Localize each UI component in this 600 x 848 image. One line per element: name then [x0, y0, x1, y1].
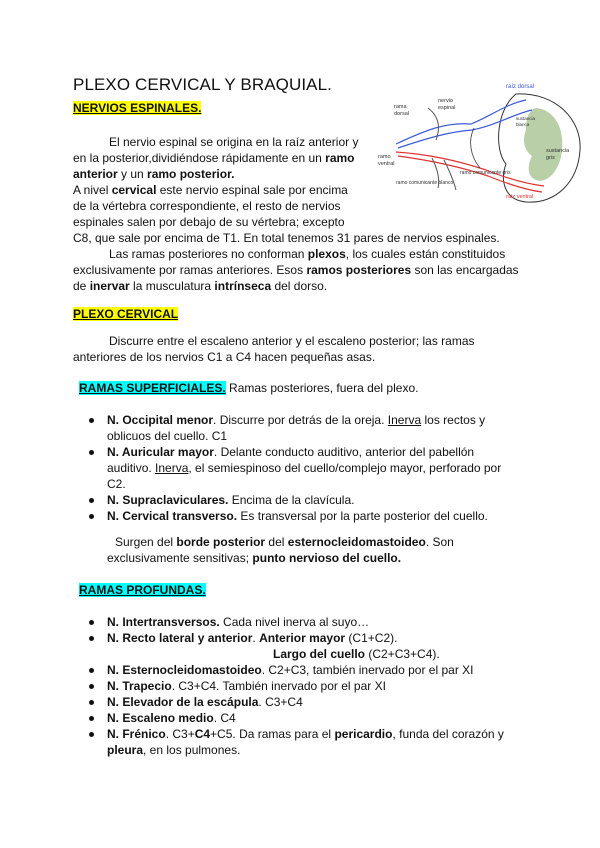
label-ramo-ventral-2: ventral [378, 161, 395, 167]
paragraph-surgen: Surgen del borde posterior del esternocleidomastoideo. Son exclusivamente sensitivas; punto nervioso del cuello. [107, 535, 454, 565]
list-ramas-superficiales [73, 412, 543, 524]
label-nervio-espinal-1: nervio [438, 98, 453, 104]
paragraph-plexo-cervical: Discurre entre el escaleno anterior y el escaleno posterior; las ramas anteriores de los nervios C1 a C4 hacen pequeñas asas. [73, 334, 475, 364]
list-item: N. Supraclaviculares. Encima de la clavícula. [73, 492, 543, 508]
label-raiz-dorsal: raíz dorsal [506, 84, 535, 90]
list-item: N. Recto lateral y anterior. Anterior mayor (C1+C2). Largo del cuello (C2+C3+C4). [73, 630, 543, 662]
list-item: N. Elevador de la escápula. C3+C4 [73, 694, 543, 710]
list-item: N. Occipital menor. Discurre por detrás de la oreja. Inerva los rectos y oblicuos del cuello. C1 [73, 412, 543, 444]
section-heading-ramas-superficiales: RAMAS SUPERFICIALES. Ramas posteriores, fuera del plexo. [79, 381, 419, 395]
label-sustancia-gris-2: gris [546, 155, 555, 161]
spinal-nerve-diagram [376, 80, 582, 208]
label-raiz-ventral: raíz ventral [506, 194, 534, 200]
ganglion-line [471, 128, 480, 168]
paragraph-origen: El nervio espinal se origina en la raíz anterior y en la posterior,dividiéndose rápidamente en un ramo anterior y un ramo posterior. [73, 135, 359, 181]
section-heading-nervios-espinales: NERVIOS ESPINALES. [73, 101, 202, 115]
label-sustancia-gris-1: sustancia [546, 148, 570, 154]
paragraph-ramas-posteriores: Las ramas posteriores no conforman plexos, los cuales están constituidos exclusivamente por ramas anteriores. Esos ramos posteriores son las encargadas de inervar la musculatura intrínseca del dorso. [73, 247, 519, 293]
list-item: N. Auricular mayor. Delante conducto auditivo, anterior del pabellón auditivo. Inerva, el semiespinoso del cuello/complejo mayor, perforado por C2. [73, 444, 543, 492]
label-ramo-ventral-1: ramo [378, 154, 391, 160]
label-sustancia-blanca-2: blanca [516, 122, 530, 127]
label-ramo-dorsal-1: rama [394, 104, 407, 110]
label-sustancia-blanca-1: sustancia [516, 116, 536, 121]
list-item: N. Trapecio. C3+C4. También inervado por el par XI [73, 678, 543, 694]
list-item: N. Cervical transverso. Es transversal por la parte posterior del cuello. [73, 508, 543, 524]
list-item: N. Escaleno medio. C4 [73, 710, 543, 726]
paragraph-cervical: A nivel cervical este nervio espinal sale por encima de la vértebra correspondiente, el resto de nervios espinales salen por debajo de su vértebra; excepto C8, que sale por encima de T1. En total tenemos 31 pares de nervios espinales. [73, 183, 500, 245]
page-title: PLEXO CERVICAL Y BRAQUIAL. [73, 75, 332, 94]
label-nervio-espinal-2: espinal [438, 105, 456, 111]
list-item: N. Intertransversos. Cada nivel inerva al suyo… [73, 614, 543, 630]
label-ramo-comunicante-blanco: ramo comunicante blanco [396, 180, 454, 186]
label-ramo-comunicante-gris: ramo comunicante gris [460, 170, 511, 176]
section-heading-plexo-cervical: PLEXO CERVICAL [73, 307, 179, 321]
list-item: N. Esternocleidomastoideo. C2+C3, también inervado por el par XI [73, 662, 543, 678]
section-heading-ramas-profundas: RAMAS PROFUNDAS. [79, 583, 206, 597]
label-ramo-dorsal-2: dorsal [394, 111, 409, 117]
list-item: N. Frénico. C3+C4+C5. Da ramas para el pericardio, funda del corazón y pleura, en los pulmones. [73, 726, 543, 758]
dorsal-ramus-line [428, 108, 438, 140]
list-ramas-profundas [73, 614, 543, 758]
